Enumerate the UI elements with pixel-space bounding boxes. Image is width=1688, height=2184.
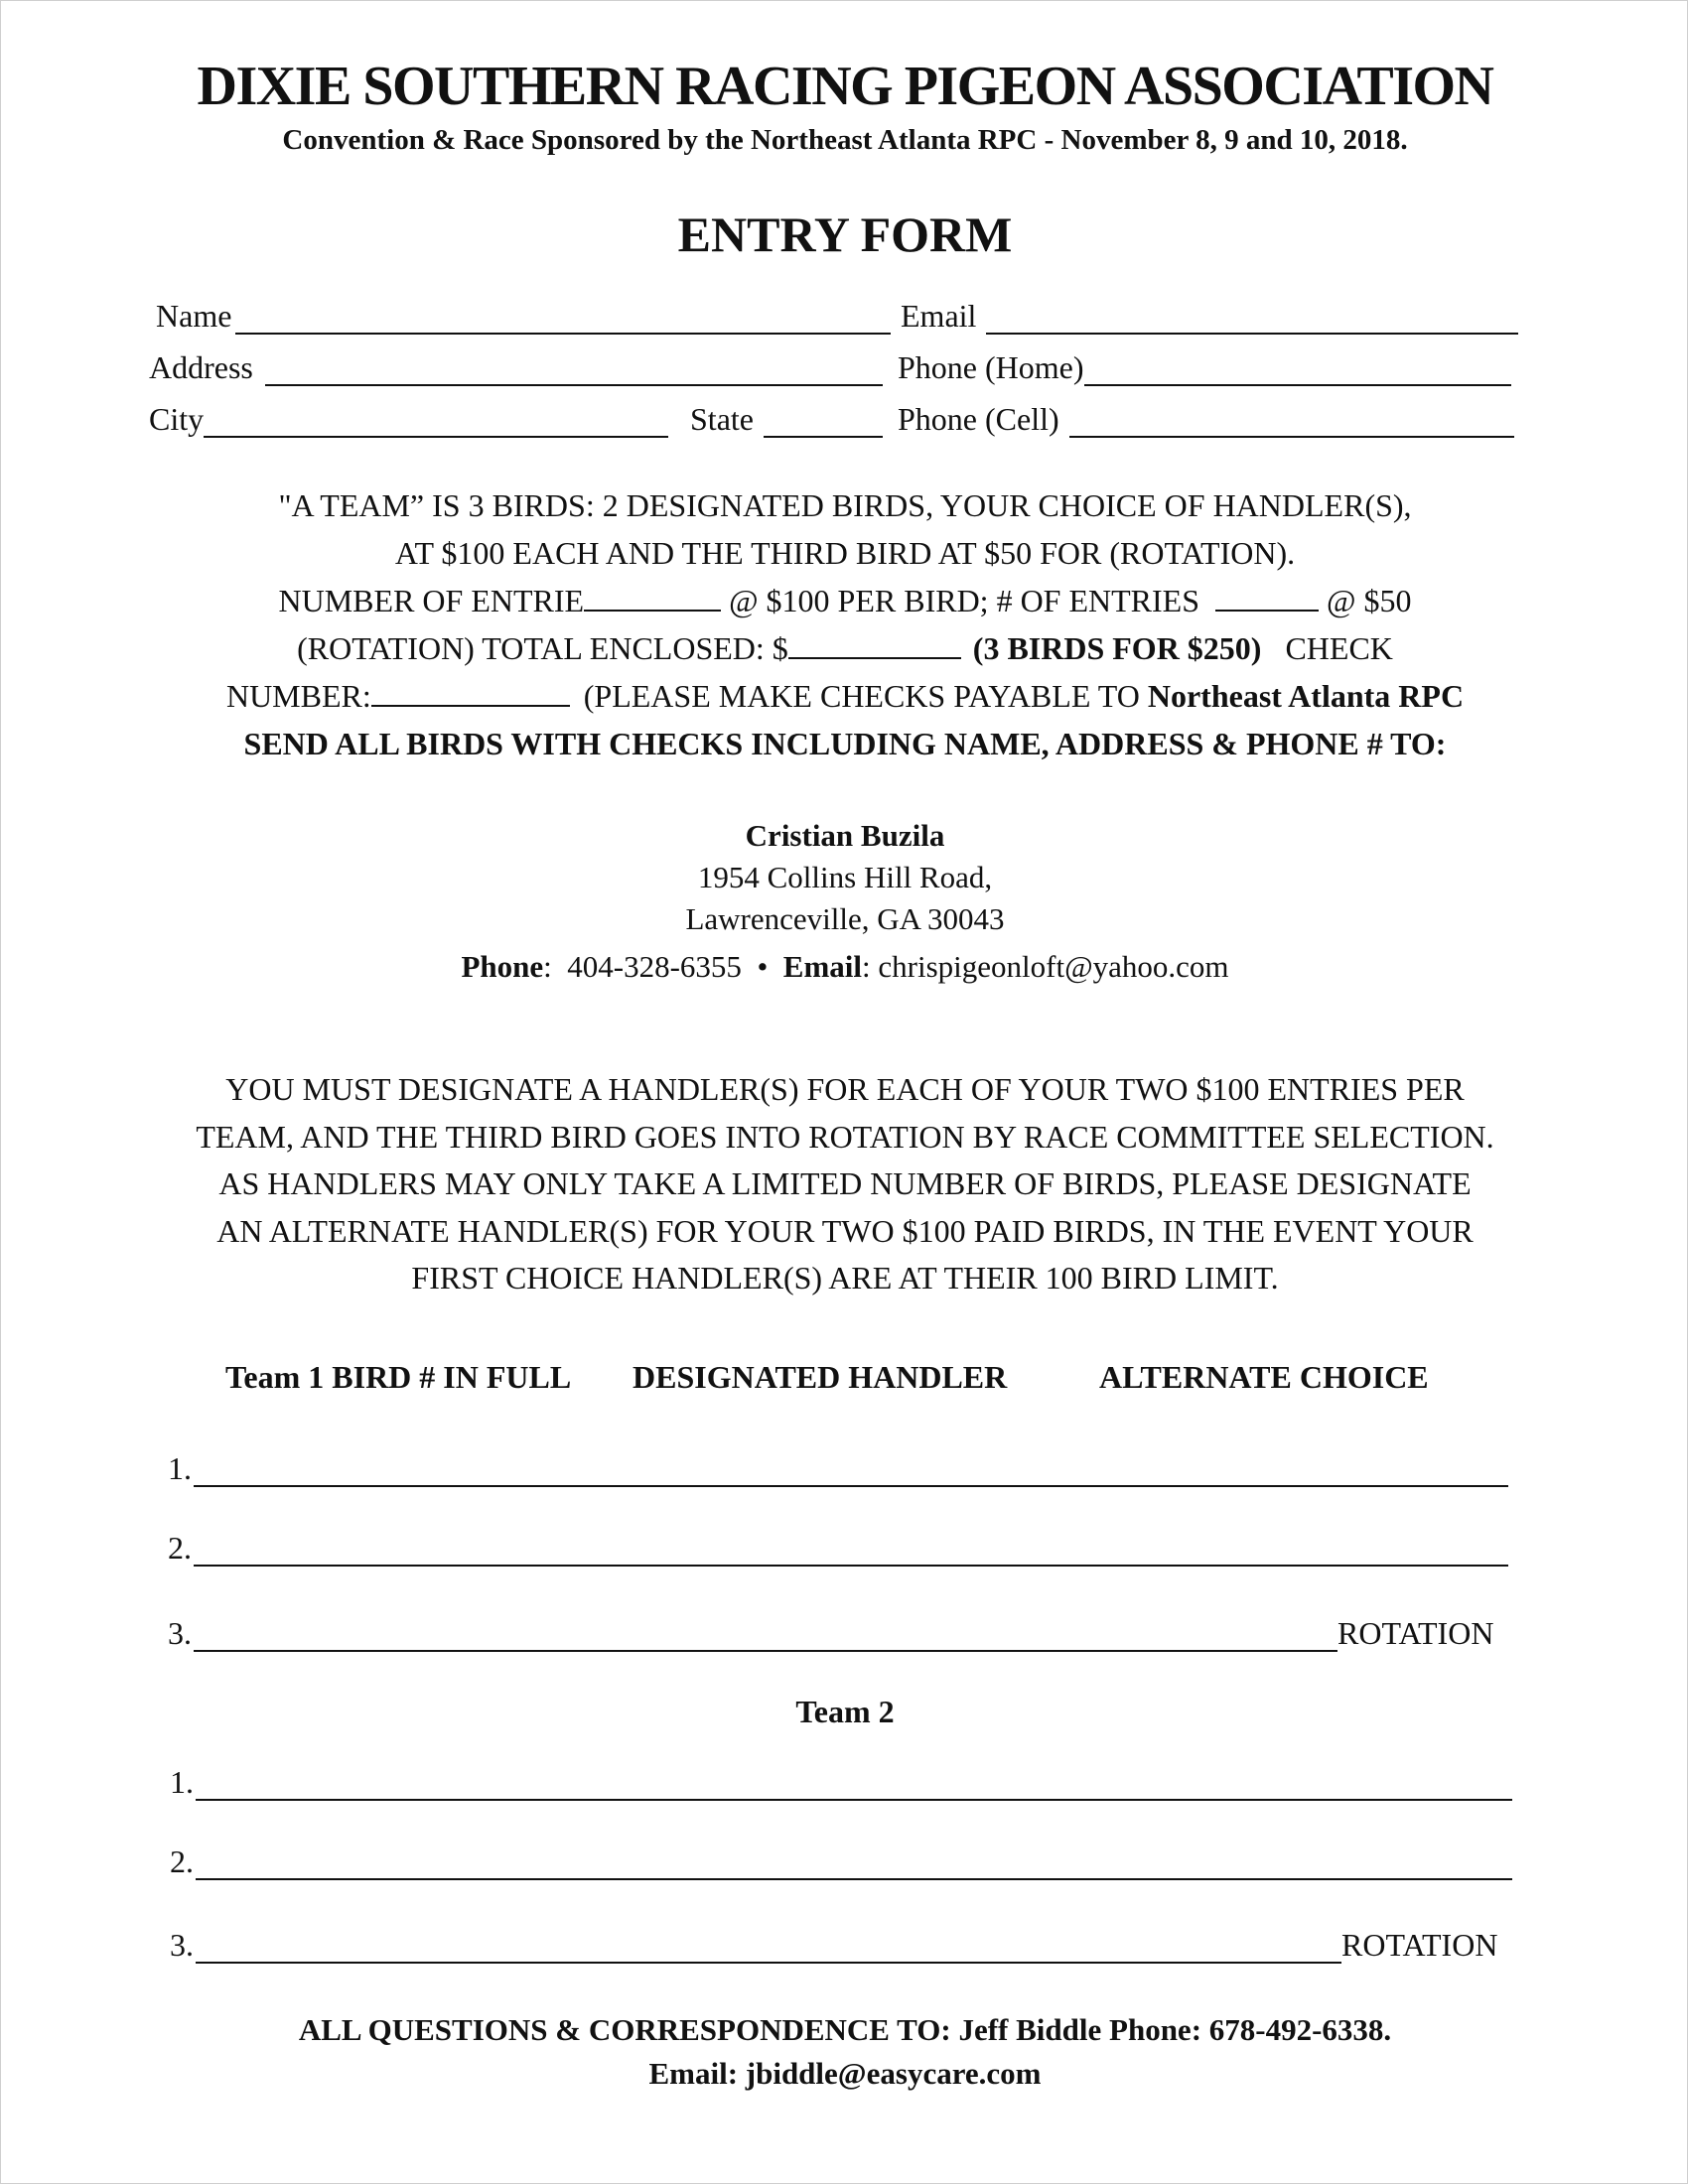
phone-cell-input-line[interactable] (1069, 406, 1514, 438)
recipient-email[interactable]: chrispigeonloft@yahoo.com (878, 949, 1229, 984)
header-alternate-choice: ALTERNATE CHOICE (1099, 1359, 1429, 1395)
entry-info-line-1: "A TEAM” IS 3 BIRDS: 2 DESIGNATED BIRDS, YOUR CHOICE OF HANDLER(S), (278, 487, 1412, 523)
row-number: 1. (170, 1764, 194, 1800)
state-label: State (690, 401, 754, 437)
bullet-separator: • (757, 949, 769, 984)
team2-row-2-entry-line[interactable] (196, 1846, 1512, 1880)
email-label: Email (901, 298, 977, 334)
team2-row-2 (170, 1843, 1512, 1880)
instruction-line-1: YOU MUST DESIGNATE A HANDLER(S) FOR EACH OF YOUR TWO $100 ENTRIES PER (225, 1071, 1465, 1107)
name-field (156, 297, 895, 335)
row-number: 2. (168, 1530, 192, 1566)
city-field (149, 400, 672, 438)
email-input-line[interactable] (986, 303, 1518, 335)
row-number: 3. (170, 1927, 194, 1963)
recipient-street: 1954 Collins Hill Road, (697, 860, 993, 894)
entry-info-line-4 (130, 624, 1560, 672)
row-number: 2. (170, 1843, 194, 1879)
form-title: ENTRY FORM (677, 206, 1013, 262)
footer-email-line: Email: jbiddle@easycare.com (648, 2056, 1042, 2091)
phone-home-field (898, 348, 1515, 386)
instruction-line-5: FIRST CHOICE HANDLER(S) ARE AT THEIR 100 BIRD LIMIT. (411, 1260, 1279, 1296)
address-field (149, 348, 887, 386)
convention-subtitle: Convention & Race Sponsored by the Northeast Atlanta RPC - November 8, 9 and 10, 2018. (282, 124, 1408, 156)
entries-count-blank[interactable] (1215, 586, 1319, 612)
team2-row-3 (170, 1927, 1497, 1964)
recipient-phone: 404-328-6355 (567, 949, 742, 984)
rotation-label: ROTATION (1341, 1927, 1498, 1963)
instruction-line-4: AN ALTERNATE HANDLER(S) FOR YOUR TWO $100 PAID BIRDS, IN THE EVENT YOUR (216, 1212, 1474, 1249)
team1-row-3 (168, 1615, 1493, 1652)
state-field (690, 400, 887, 438)
team2-row-3-entry-line[interactable] (196, 1930, 1341, 1964)
handler-instructions (130, 1066, 1560, 1302)
team1-row-3-entry-line[interactable] (194, 1618, 1337, 1652)
phone-label: Phone (461, 949, 544, 984)
per-bird-label: @ $100 PER BIRD; # OF ENTRIES (729, 583, 1200, 618)
team1-row-2 (168, 1530, 1508, 1567)
rotation-entries-blank[interactable] (584, 586, 721, 612)
number-of-entries-label: NUMBER OF ENTRIE (278, 583, 585, 618)
team2-row-1-entry-line[interactable] (196, 1767, 1512, 1801)
city-label: City (149, 401, 205, 437)
total-enclosed-label: (ROTATION) TOTAL ENCLOSED: $ (297, 630, 788, 666)
instruction-line-3: AS HANDLERS MAY ONLY TAKE A LIMITED NUMBER OF BIRDS, PLEASE DESIGNATE (218, 1165, 1472, 1201)
phone-home-label: Phone (Home) (898, 349, 1084, 385)
row-number: 1. (168, 1450, 192, 1486)
instruction-line-2: TEAM, AND THE THIRD BIRD GOES INTO ROTATION BY RACE COMMITTEE SELECTION. (196, 1118, 1494, 1155)
email-label-bold: Email (782, 949, 863, 984)
payable-to-label: (PLEASE MAKE CHECKS PAYABLE TO (583, 678, 1140, 714)
phone-cell-label: Phone (Cell) (898, 401, 1059, 437)
fifty-dollar-label: @ $50 (1327, 583, 1412, 618)
team1-row-1 (168, 1450, 1508, 1487)
entry-info-line-3 (130, 577, 1560, 624)
team2-label: Team 2 (795, 1694, 895, 1729)
city-input-line[interactable] (204, 406, 668, 438)
team2-row-1 (170, 1764, 1512, 1801)
association-title: DIXIE SOUTHERN RACING PIGEON ASSOCIATION (197, 56, 1493, 117)
entry-info-line-2: AT $100 EACH AND THE THIRD BIRD AT $50 FOR (ROTATION). (394, 535, 1296, 571)
phone-cell-field (898, 400, 1518, 438)
recipient-city: Lawrenceville, GA 30043 (685, 901, 1005, 936)
recipient-address (1, 815, 1688, 988)
check-label: CHECK (1285, 630, 1393, 666)
entry-info-paragraph (130, 481, 1560, 767)
check-number-blank[interactable] (371, 681, 570, 707)
recipient-contact: Phone: 404-328-6355 • Email: chrispigeonloft@yahoo.com (461, 949, 1229, 984)
phone-home-input-line[interactable] (1084, 354, 1511, 386)
entry-info-line-6: SEND ALL BIRDS WITH CHECKS INCLUDING NAME, ADDRESS & PHONE # TO: (243, 726, 1447, 761)
team-price-note: (3 BIRDS FOR $250) (972, 630, 1262, 666)
recipient-name: Cristian Buzila (745, 818, 945, 853)
address-label: Address (149, 349, 253, 385)
entry-info-line-5 (130, 672, 1560, 720)
check-number-label: NUMBER: (225, 678, 371, 714)
total-enclosed-blank[interactable] (788, 633, 961, 659)
name-label: Name (156, 298, 232, 334)
payee-name: Northeast Atlanta RPC (1147, 678, 1465, 714)
team1-row-1-entry-line[interactable] (194, 1453, 1508, 1487)
correspondence-footer (1, 2008, 1688, 2096)
header-designated-handler: DESIGNATED HANDLER (633, 1359, 1008, 1395)
name-input-line[interactable] (235, 303, 891, 335)
header-bird-number: Team 1 BIRD # IN FULL (225, 1359, 572, 1395)
rotation-label: ROTATION (1337, 1615, 1494, 1651)
footer-contact-line: ALL QUESTIONS & CORRESPONDENCE TO: Jeff Biddle Phone: 678-492-6338. (298, 2012, 1392, 2047)
email-field (901, 297, 1522, 335)
team1-row-2-entry-line[interactable] (194, 1533, 1508, 1567)
state-input-line[interactable] (764, 406, 883, 438)
row-number: 3. (168, 1615, 192, 1651)
address-input-line[interactable] (265, 354, 883, 386)
